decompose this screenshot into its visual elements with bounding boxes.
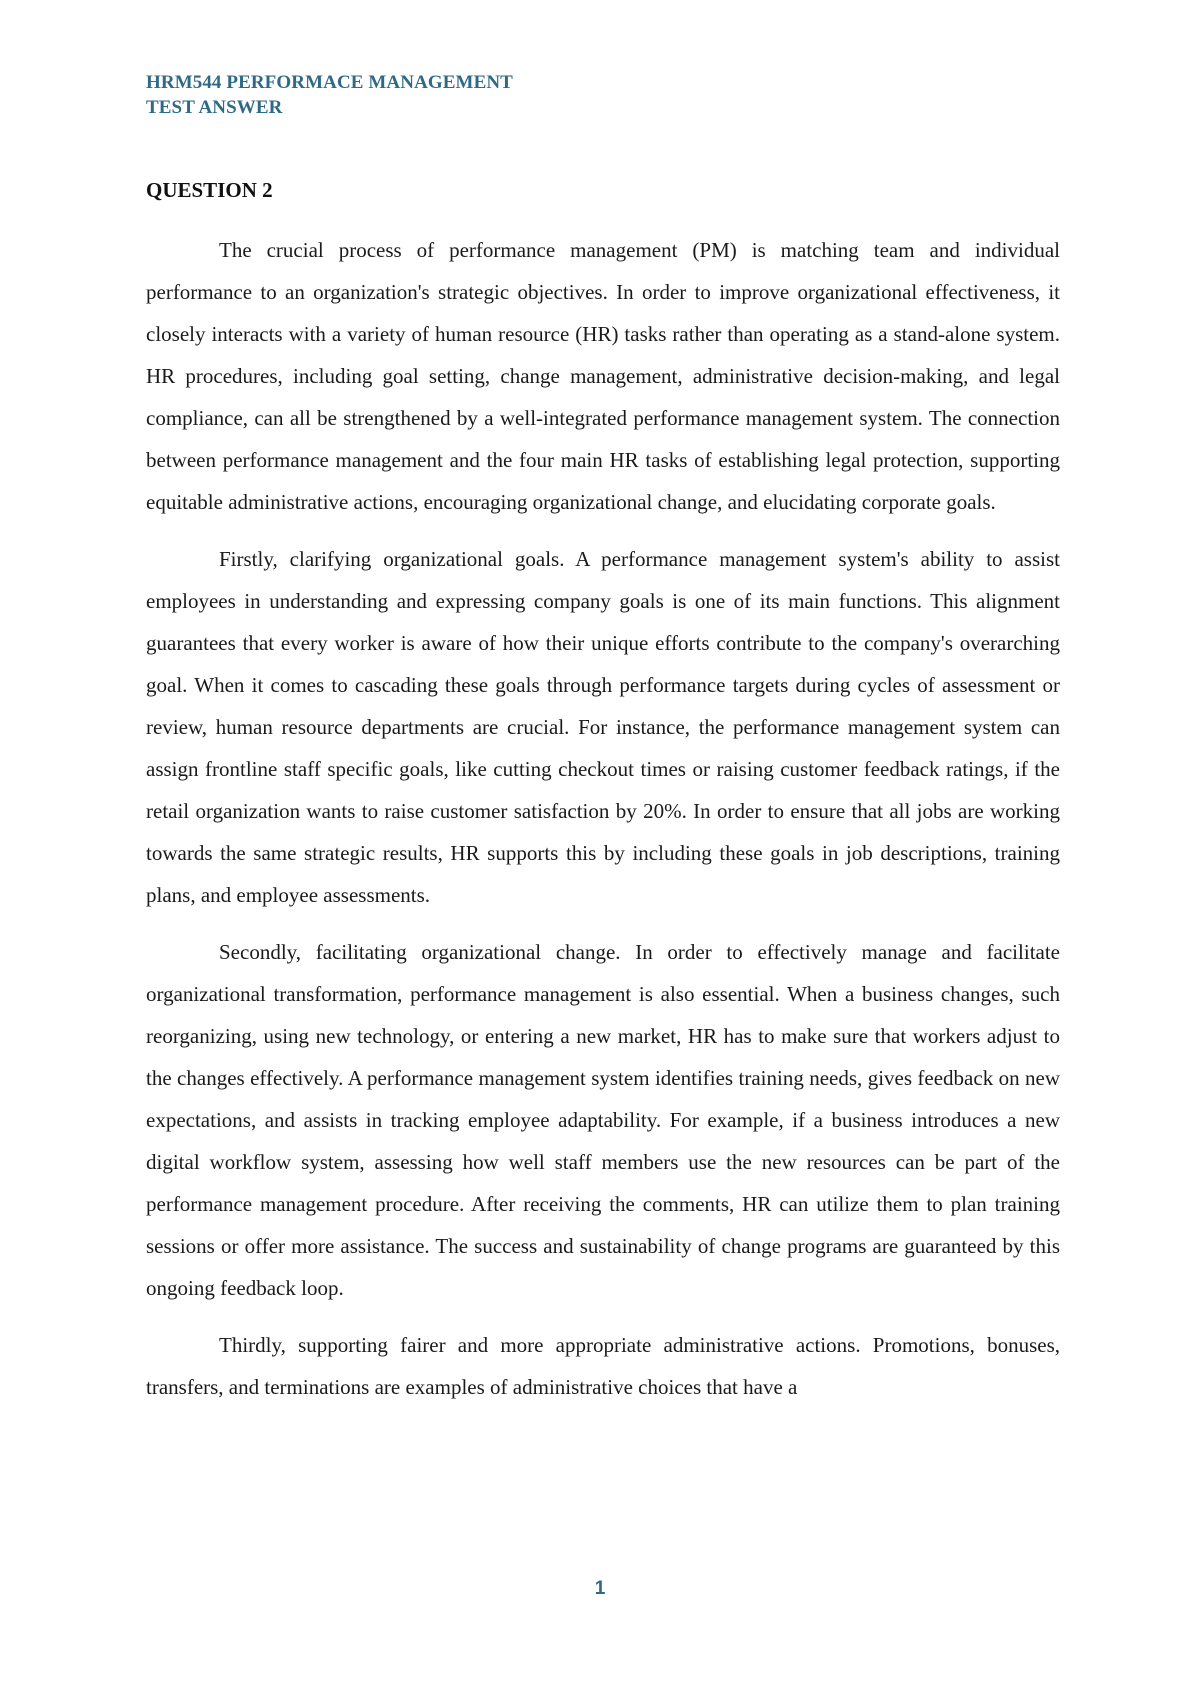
document-header [146, 70, 513, 120]
paragraph-clarifying-goals: Firstly, clarifying organizational goals. A performance management system's ability to assist employees in understanding and expressing company goals is one of its main functions. This alignment guarantees that every worker is aware of how their unique efforts contribute to the company's overarching goal. When it comes to cascading these goals through performance targets during cycles of assessment or review, human resource departments are crucial. For instance, the performance management system can assign frontline staff specific goals, like cutting checkout times or raising customer feedback ratings, if the retail organization wants to raise customer satisfaction by 20%. In order to ensure that all jobs are working towards the same strategic results, HR supports this by including these goals in job descriptions, training plans, and employee assessments. [146, 547, 1060, 907]
page-number: 1 [594, 1578, 606, 1599]
header-subtitle: TEST ANSWER [146, 97, 283, 118]
answer-body [146, 229, 1060, 1423]
question-heading: QUESTION 2 [146, 178, 273, 202]
paragraph-organizational-change: Secondly, facilitating organizational change. In order to effectively manage and facilitate organizational transformation, performance management is also essential. When a business changes, such reorganizing, using new technology, or entering a new market, HR has to make sure that workers adjust to the changes effectively. A performance management system identifies training needs, gives feedback on new expectations, and assists in tracking employee adaptability. For example, if a business introduces a new digital workflow system, assessing how well staff members use the new resources can be part of the performance management procedure. After receiving the comments, HR can utilize them to plan training sessions or offer more assistance. The success and sustainability of change programs are guaranteed by this ongoing feedback loop. [146, 940, 1060, 1300]
header-course-title: HRM544 PERFORMACE MANAGEMENT [146, 72, 513, 93]
paragraph-introduction: The crucial process of performance management (PM) is matching team and individual performance to an organization's strategic objectives. In order to improve organizational effectiveness, it closely interacts with a variety of human resource (HR) tasks rather than operating as a stand-alone system. HR procedures, including goal setting, change management, administrative decision-making, and legal compliance, can all be strengthened by a well-integrated performance management system. The connection between performance management and the four main HR tasks of establishing legal protection, supporting equitable administrative actions, encouraging organizational change, and elucidating corporate goals. [146, 238, 1060, 514]
paragraph-administrative-actions: Thirdly, supporting fairer and more appropriate administrative actions. Promotions, bonuses, transfers, and terminations are examples of administrative choices that have a [146, 1333, 1060, 1399]
